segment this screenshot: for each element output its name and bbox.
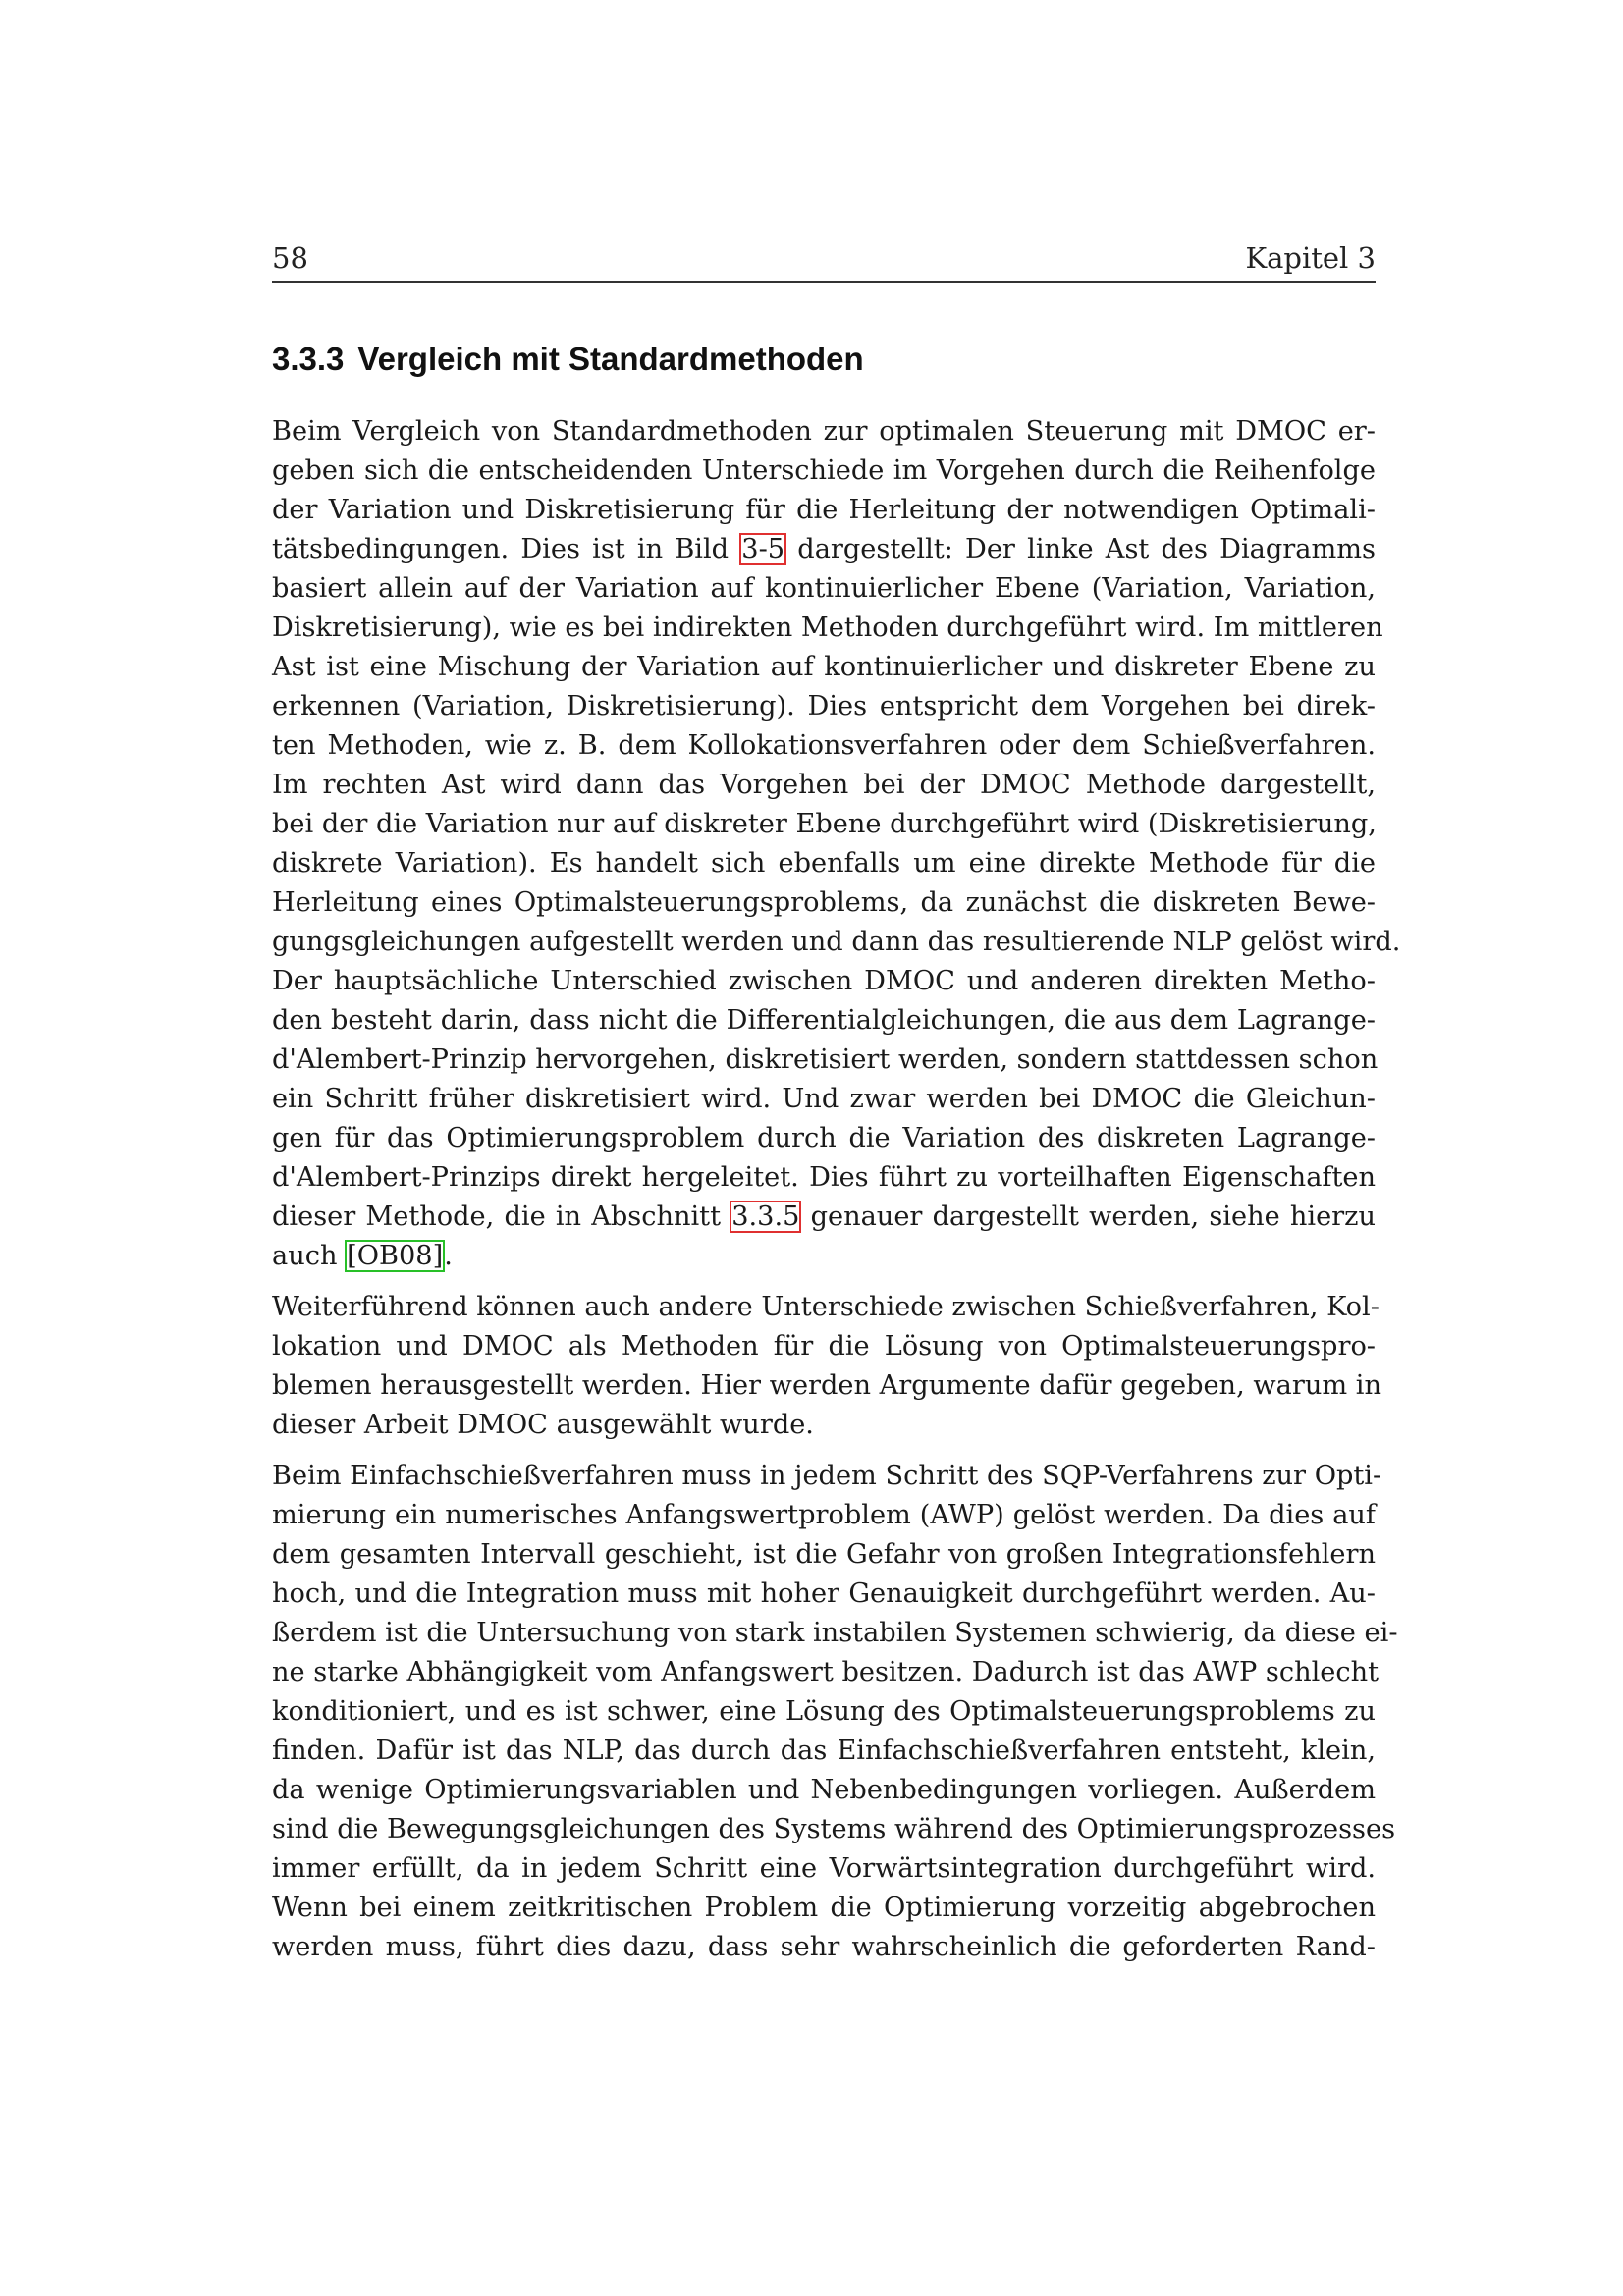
text-line: finden. Dafür ist das NLP, das durch das Einfachschießverfahren entsteht, klein, <box>272 1735 1376 1766</box>
text-segment: genauer dargestellt werden, siehe hierzu <box>800 1201 1376 1232</box>
text-line: immer erfüllt, da in jedem Schritt eine Vorwärtsintegration durchgeführt wird. <box>272 1853 1376 1884</box>
paragraph-1 <box>272 412 1401 1276</box>
text-segment: dieser Methode, die in Abschnitt <box>272 1201 731 1232</box>
text-line: d'Alembert-Prinzip hervorgehen, diskretisiert werden, sondern stattdessen schon <box>272 1044 1379 1075</box>
page-number: 58 <box>272 241 308 275</box>
text-line: Wenn bei einem zeitkritischen Problem die Optimierung vorzeitig abgebrochen <box>272 1893 1376 1923</box>
text-line: ein Schritt früher diskretisiert wird. Und zwar werden bei DMOC die Gleichun- <box>272 1084 1376 1114</box>
text-line: ten Methoden, wie z. B. dem Kollokationsverfahren oder dem Schießverfahren. <box>272 730 1376 761</box>
section-title: Vergleich mit Standardmethoden <box>357 341 864 377</box>
text-line: blemen herausgestellt werden. Hier werden Argumente dafür gegeben, warum in <box>272 1370 1381 1401</box>
header-rule <box>272 281 1376 283</box>
text-line: diskrete Variation). Es handelt sich ebenfalls um eine direkte Methode für die <box>272 848 1376 879</box>
text-segment: dargestellt: Der linke Ast des Diagramms <box>785 534 1376 564</box>
citation-link[interactable]: [OB08] <box>347 1241 444 1271</box>
text-line: Im rechten Ast wird dann das Vorgehen bei der DMOC Methode dargestellt, <box>272 770 1376 800</box>
text-line: dem gesamten Intervall geschieht, ist die Gefahr von großen Integrationsfehlern <box>272 1539 1376 1570</box>
running-header <box>272 241 1376 281</box>
text-line: Der hauptsächliche Unterschied zwischen DMOC und anderen direkten Metho- <box>272 966 1376 996</box>
text-line: sind die Bewegungsgleichungen des Systems während des Optimierungsprozesses <box>272 1814 1396 1844</box>
text-line: da wenige Optimierungsvariablen und Nebenbedingungen vorliegen. Außerdem <box>272 1775 1376 1805</box>
text-line: ne starke Abhängigkeit vom Anfangswert besitzen. Dadurch ist das AWP schlecht <box>272 1657 1380 1687</box>
text-line: der Variation und Diskretisierung für die Herleitung der notwendigen Optimali- <box>272 495 1376 525</box>
text-line: d'Alembert-Prinzips direkt hergeleitet. Dies führt zu vorteilhaften Eigenschaften <box>272 1162 1376 1193</box>
text-line: ßerdem ist die Untersuchung von stark instabilen Systemen schwierig, da diese ei- <box>272 1618 1398 1648</box>
text-line: werden muss, führt dies dazu, dass sehr wahrscheinlich die geforderten Rand- <box>272 1932 1376 1962</box>
text-line: Beim Vergleich von Standardmethoden zur optimalen Steuerung mit DMOC er- <box>272 416 1376 447</box>
text-line: Ast ist eine Mischung der Variation auf kontinuierlicher und diskreter Ebene zu <box>272 652 1376 682</box>
body-text <box>272 412 1401 1979</box>
chapter-label: Kapitel 3 <box>1245 241 1376 275</box>
text-line: Herleitung eines Optimalsteuerungsproblems, da zunächst die diskreten Bewe- <box>272 887 1376 918</box>
text-line: konditioniert, und es ist schwer, eine Lösung des Optimalsteuerungsproblems zu <box>272 1696 1376 1727</box>
text-segment: tätsbedingungen. Dies ist in Bild <box>272 534 741 564</box>
paragraph-2 <box>272 1288 1381 1445</box>
section-number: 3.3.3 <box>272 341 345 377</box>
text-line: gungsgleichungen aufgestellt werden und dann das resultierende NLP gelöst wird. <box>272 927 1401 957</box>
text-line <box>272 1198 1376 1237</box>
text-line: bei der die Variation nur auf diskreter Ebene durchgeführt wird (Diskretisierung, <box>272 809 1377 839</box>
text-segment: auch <box>272 1241 347 1271</box>
text-line: dieser Arbeit DMOC ausgewählt wurde. <box>272 1410 814 1440</box>
text-line: lokation und DMOC als Methoden für die Lösung von Optimalsteuerungspro- <box>272 1331 1376 1362</box>
text-line <box>272 530 1376 569</box>
section-reference-link[interactable]: 3.3.5 <box>731 1201 800 1232</box>
text-line: den besteht darin, dass nicht die Differentialgleichungen, die aus dem Lagrange- <box>272 1005 1376 1036</box>
text-segment: . <box>444 1241 453 1271</box>
text-line: mierung ein numerisches Anfangswertproblem (AWP) gelöst werden. Da dies auf <box>272 1500 1376 1530</box>
text-line: hoch, und die Integration muss mit hoher Genauigkeit durchgeführt werden. Au- <box>272 1578 1376 1609</box>
text-line: Weiterführend können auch andere Unterschiede zwischen Schießverfahren, Kol- <box>272 1292 1380 1322</box>
paragraph-3 <box>272 1457 1398 1967</box>
text-line: basiert allein auf der Variation auf kontinuierlicher Ebene (Variation, Variation, <box>272 573 1376 604</box>
text-line: Diskretisierung), wie es bei indirekten Methoden durchgeführt wird. Im mittleren <box>272 613 1383 643</box>
text-line: geben sich die entscheidenden Unterschiede im Vorgehen durch die Reihenfolge <box>272 455 1376 486</box>
section-heading <box>272 341 864 378</box>
text-line <box>272 1237 1376 1276</box>
text-line: gen für das Optimierungsproblem durch die Variation des diskreten Lagrange- <box>272 1123 1376 1153</box>
figure-reference-link[interactable]: 3-5 <box>741 534 785 564</box>
text-line: erkennen (Variation, Diskretisierung). Dies entspricht dem Vorgehen bei direk- <box>272 691 1376 721</box>
text-line: Beim Einfachschießverfahren muss in jedem Schritt des SQP-Verfahrens zur Opti- <box>272 1461 1382 1491</box>
